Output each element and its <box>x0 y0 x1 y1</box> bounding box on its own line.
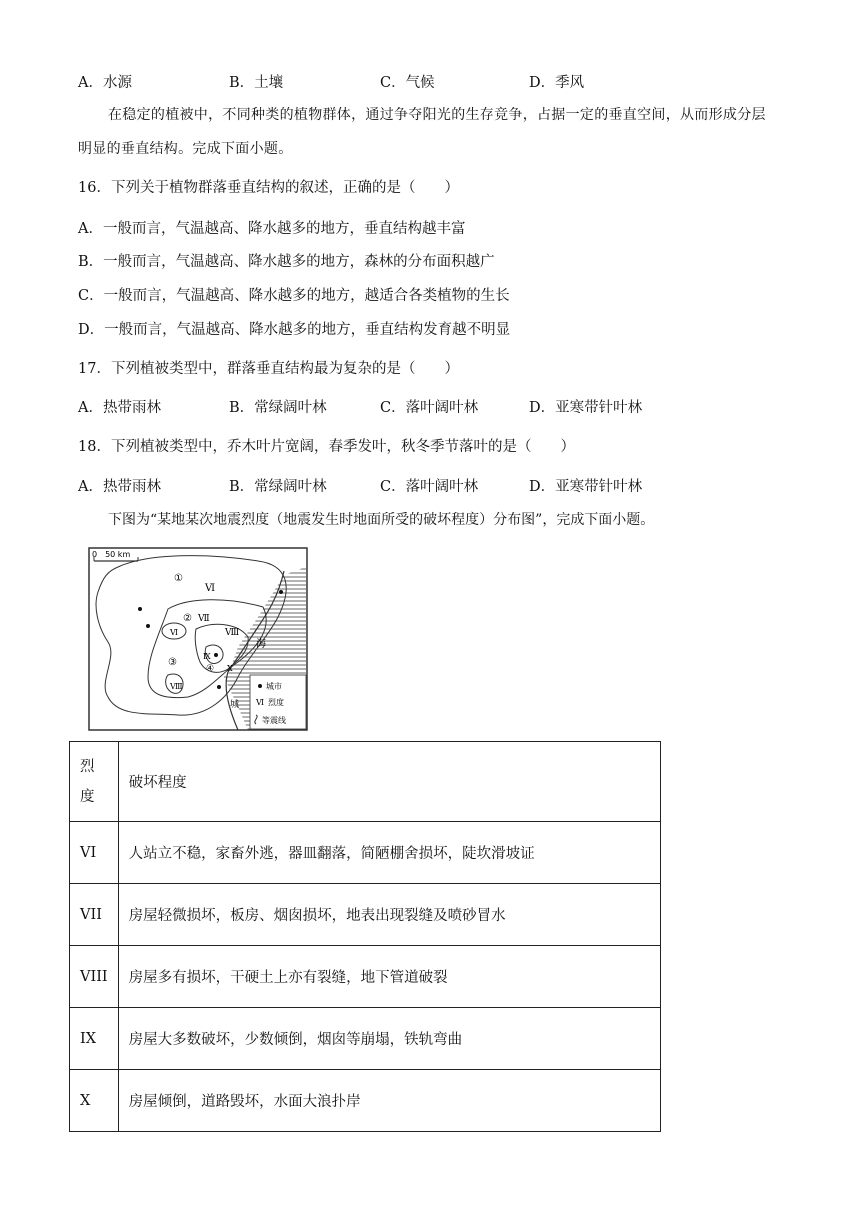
q17-stem: 17．下列植被类型中，群落垂直结构最为复杂的是（ ） <box>78 361 459 377</box>
q18-stem: 18．下列植被类型中，乔木叶片宽阔，春季发叶，秋冬季节落叶的是（ ） <box>78 439 575 455</box>
label-r7: Ⅶ <box>198 614 210 624</box>
city-dot <box>214 653 218 657</box>
label-r6-top: Ⅵ <box>205 583 216 594</box>
q18-option-d: D．亚寒带针叶林 <box>529 479 643 495</box>
table-row <box>70 946 661 1008</box>
table-header-row <box>70 742 661 822</box>
label-p2: ② <box>183 613 192 624</box>
q16-option-a: A．一般而言，气温越高、降水越多的地方，垂直结构越丰富 <box>78 221 466 237</box>
city-dot <box>146 624 150 628</box>
vegetation-intro: 在稳定的植被中，不同种类的植物群体，通过争夺阳光的生存竞争，占据一定的垂直空间，从而形成分层明显的垂直结构。完成下面小题。 <box>78 107 766 157</box>
intensity-level: IX <box>70 1008 119 1070</box>
label-r8: Ⅷ <box>225 628 240 638</box>
q17-option-a: A．热带雨林 <box>78 400 161 416</box>
q16-option-d: D．一般而言，气温越高、降水越多的地方，垂直结构发育越不明显 <box>78 322 511 338</box>
q15-option-b: B．土壤 <box>229 75 284 91</box>
q16-stem: 16．下列关于植物群落垂直结构的叙述，正确的是（ ） <box>78 180 459 196</box>
intensity-level: VI <box>70 822 119 884</box>
damage-desc: 房屋倾倒，道路毁坏，水面大浪扑岸 <box>118 1070 660 1132</box>
map-scale: 0 50 km <box>92 550 131 559</box>
label-p3: ③ <box>168 657 177 668</box>
city-dot <box>279 590 283 594</box>
q15-option-c: C．气候 <box>380 75 435 91</box>
earthquake-intro: 下图为“某地某次地震烈度（地震发生时地面所受的破坏程度）分布图”，完成下面小题。 <box>108 512 655 528</box>
city-dot <box>138 607 142 611</box>
label-r10: Ⅹ <box>227 664 233 673</box>
damage-desc: 房屋多有损坏，干硬土上亦有裂缝，地下管道破裂 <box>118 946 660 1008</box>
city-dot <box>217 685 221 689</box>
damage-desc: 房屋大多数破坏，少数倾倒，烟囱等崩塌，铁轨弯曲 <box>118 1008 660 1070</box>
label-p1: ① <box>174 573 183 584</box>
legend-city: 城市 <box>266 682 282 691</box>
intensity-level: VII <box>70 884 119 946</box>
q18-option-b: B．常绿阔叶林 <box>229 479 327 495</box>
q17-option-c: C．落叶阔叶林 <box>380 400 479 416</box>
intensity-level: X <box>70 1070 119 1132</box>
q16-option-c: C．一般而言，气温越高、降水越多的地方，越适合各类植物的生长 <box>78 288 510 304</box>
q15-option-d: D．季风 <box>529 75 585 91</box>
label-city-char: 城 <box>230 700 240 710</box>
q17-option-d: D．亚寒带针叶林 <box>529 400 643 416</box>
label-r8-small: Ⅷ <box>170 682 183 691</box>
intensity-level: VIII <box>70 946 119 1008</box>
header-col2: 破坏程度 <box>118 742 660 822</box>
label-p4: ④ <box>206 664 215 674</box>
label-r6-small: Ⅵ <box>170 628 179 637</box>
q17-option-b: B．常绿阔叶林 <box>229 400 327 416</box>
table-row <box>70 1008 661 1070</box>
header-col1-line1: 烈 <box>80 758 95 775</box>
q15-option-a: A．水源 <box>78 75 132 91</box>
q18-option-a: A．热带雨林 <box>78 479 161 495</box>
label-r9: Ⅸ <box>203 652 211 661</box>
table-row <box>70 1070 661 1132</box>
table-row <box>70 822 661 884</box>
legend-isoline: 等震线 <box>262 716 286 725</box>
earthquake-intensity-map <box>88 547 308 731</box>
damage-desc: 房屋轻微损坏，板房、烟囱损坏，地表出现裂缝及喷砂冒水 <box>118 884 660 946</box>
intensity-table <box>69 741 661 1132</box>
legend-intensity-mark: Ⅵ <box>256 698 265 707</box>
label-sea: 海 <box>256 639 266 650</box>
legend-intensity: 烈度 <box>268 698 284 707</box>
table-row <box>70 884 661 946</box>
damage-desc: 人站立不稳，家畜外逃，器皿翻落，简陋棚舍损坏，陡坎滑坡证 <box>118 822 660 884</box>
q18-option-c: C．落叶阔叶林 <box>380 479 479 495</box>
header-col1-line2: 度 <box>80 788 95 805</box>
q16-option-b: B．一般而言，气温越高、降水越多的地方，森林的分布面积越广 <box>78 254 495 270</box>
